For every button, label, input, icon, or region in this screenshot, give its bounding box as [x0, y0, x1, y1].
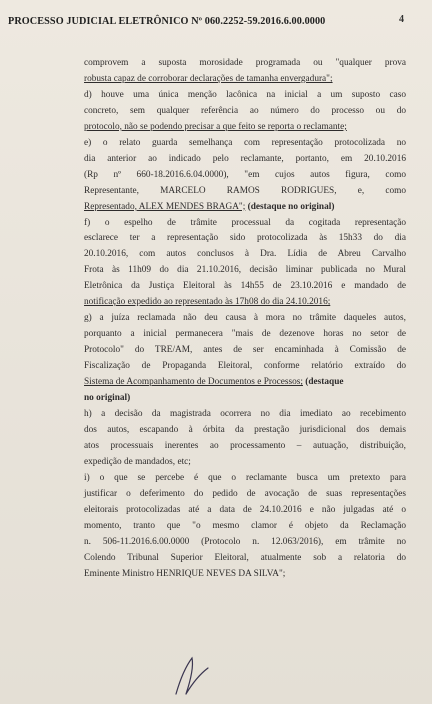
line-text: justificar o deferimento do pedido de avocação de suas representações: [84, 488, 406, 499]
text-line: [84, 263, 406, 279]
line-text: Eminente Ministro HENRIQUE NEVES DA SILVA";: [84, 568, 286, 579]
process-header: PROCESSO JUDICIAL ELETRÔNICO Nº 060.2252-59.2016.6.00.0000: [8, 16, 326, 27]
line-text: Frota às 11h09 do dia 21.10.2016, decisão liminar publicada no Mural: [84, 265, 406, 276]
line-text: esclarece ter a representação sido protocolizada às 15h33 do dia: [84, 233, 406, 244]
line-text: Protocolo" do TRE/AM, antes de ser encaminhada à Comissão de: [84, 345, 406, 356]
line-text: dia anterior ao indicado pelo reclamante, portanto, em 20.10.2016: [84, 153, 406, 164]
text-line: [84, 168, 406, 184]
text-line: [84, 519, 406, 535]
line-text: notificação expedido ao representado às 17h08 do dia 24.10.2016;: [84, 297, 331, 308]
line-text: momento, tranto que "o mesmo clamor é objeto da Reclamação: [84, 520, 406, 531]
text-line: [84, 407, 406, 423]
text-line: [84, 104, 406, 120]
line-text: f) o espelho de trâmite processual da cogitada representação: [84, 217, 406, 228]
text-line: [84, 72, 406, 88]
line-text: eleitorais protocolizadas até a data de 24.10.2016 e não julgadas até o: [84, 504, 406, 515]
text-line: [84, 423, 406, 439]
text-line: [84, 343, 406, 359]
line-text: Representado, ALEX MENDES BRAGA";: [84, 201, 246, 212]
line-text: Representante, MARCELO RAMOS RODRIGUES, e, como: [84, 185, 406, 196]
text-line: [84, 136, 406, 152]
text-line: [84, 391, 406, 407]
page-number: 4: [399, 14, 404, 25]
line-text: protocolo, não se podendo precisar a que feito se reporta o reclamante;: [84, 121, 347, 132]
line-text: atos processuais inerentes ao processamento – autuação, distribuição,: [84, 440, 406, 451]
line-text: dos autos, escapando à órbita da prestação jurisdicional dos demais: [84, 424, 406, 435]
text-line: [84, 375, 406, 391]
line-text: e) o relato guarda semelhança com representação protocolizada no: [84, 137, 406, 148]
line-text: Fiscalização de Propaganda Eleitoral, conforme relatório extraído do: [84, 361, 406, 372]
line-text: Sistema de Acompanhamento de Documentos e Processos;: [84, 377, 303, 388]
text-line: [84, 535, 406, 551]
text-line: [84, 455, 406, 471]
text-line: [84, 487, 406, 503]
text-line: [84, 295, 406, 311]
emphasis-note: (destaque no original): [245, 201, 335, 212]
line-text: concreto, sem qualquer referência ao número do processo ou do: [84, 105, 406, 116]
text-line: [84, 247, 406, 263]
text-line: [84, 279, 406, 295]
line-text: robusta capaz de corroborar declarações de tamanha envergadura";: [84, 73, 333, 84]
text-line: [84, 120, 406, 136]
line-text: g) a juíza reclamada não deu causa à mora no trâmite daqueles autos,: [84, 313, 406, 324]
line-text: n. 506-11.2016.6.00.0000 (Protocolo n. 12.063/2016), em trâmite no: [84, 536, 406, 547]
text-line: [84, 184, 406, 200]
text-line: [84, 311, 406, 327]
handwritten-signature-mark: [172, 654, 212, 698]
text-line: [84, 327, 406, 343]
text-line: [84, 503, 406, 519]
text-line: [84, 56, 406, 72]
emphasis-note: (destaque: [302, 377, 344, 388]
line-text: i) o que se percebe é que o reclamante busca um pretexto para: [84, 472, 406, 483]
line-text: expedição de mandados, etc;: [84, 456, 191, 467]
text-line: [84, 551, 406, 567]
line-text: porquanto a inicial permanecera "mais de dezenove horas no setor de: [84, 329, 406, 340]
line-text: h) a decisão da magistrada ocorrera no dia imediato ao recebimento: [84, 408, 406, 419]
text-line: [84, 359, 406, 375]
text-line: [84, 152, 406, 168]
line-text: comprovem a suposta morosidade programada ou "qualquer prova: [84, 58, 406, 68]
line-text: Colendo Tribunal Superior Eleitoral, atualmente sob a relatoria do: [84, 552, 406, 563]
text-line: [84, 88, 406, 104]
text-line: [84, 471, 406, 487]
text-line: [84, 439, 406, 455]
line-text: d) houve uma única menção lacônica na inicial a um suposto caso: [84, 89, 406, 100]
line-text: (Rp nº 660-18.2016.6.04.0000), "em cujos autos figura, como: [84, 169, 406, 180]
emphasis-note: no original): [84, 393, 131, 404]
text-line: [84, 216, 406, 232]
text-line: [84, 231, 406, 247]
text-line: [84, 567, 406, 583]
line-text: 20.10.2016, com autos conclusos à Dra. Lídia de Abreu Carvalho: [84, 249, 406, 260]
document-body: [84, 56, 406, 582]
text-line: [84, 200, 406, 216]
line-text: Eletrônica da Justiça Eleitoral às 14h55 de 23.10.2016 e mandado de: [84, 281, 406, 292]
